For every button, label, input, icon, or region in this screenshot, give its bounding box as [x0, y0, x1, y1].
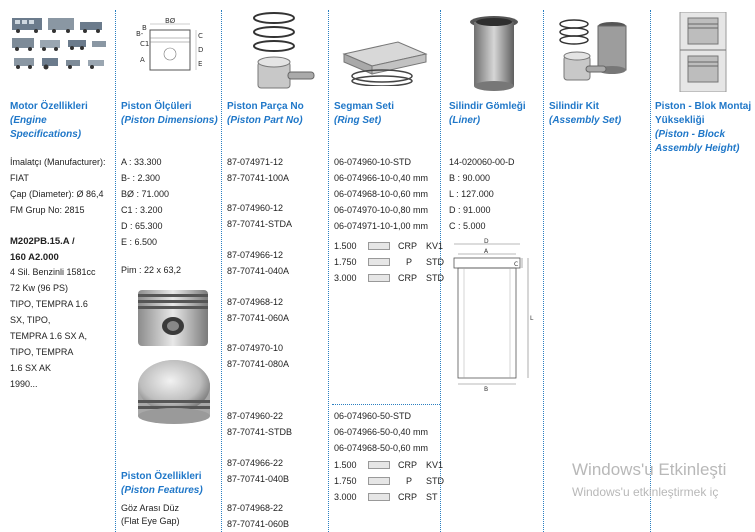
rings-header: [334, 100, 439, 128]
features-header: [121, 470, 221, 498]
dimensions-header: [121, 100, 221, 128]
engine-detail-line: 1990...: [10, 379, 38, 389]
ring-set-number: 06-074968-50-0,60 mm: [334, 443, 429, 453]
part-group: [227, 247, 289, 279]
ring-code: KV1: [426, 460, 444, 470]
dim-label-bo: BØ: [165, 17, 176, 25]
liner-header: [449, 100, 544, 128]
ring-code: STD: [426, 273, 444, 283]
activation-watermark-subtitle: Windows'u etkinleştirmek iç: [572, 485, 719, 499]
part-number: 87-074968-22: [227, 503, 284, 513]
ring-spec-row: [334, 489, 444, 505]
part-number: 87-70741-STDB: [227, 427, 293, 437]
ring-width: 1.500: [334, 241, 357, 251]
part-group: [227, 154, 289, 186]
liner-label-l: L: [530, 315, 534, 322]
liner-label-d: D: [484, 238, 489, 245]
ring-type: CRP: [398, 273, 418, 283]
ring-profile-icon: [368, 461, 390, 469]
column-divider: [543, 10, 544, 532]
ring-spec-row: [334, 473, 444, 489]
ring-width: 3.000: [334, 492, 357, 502]
engine-title-tr: Motor Özellikleri: [10, 101, 88, 112]
ring-set-number: 06-074971-10-1,00 mm: [334, 221, 429, 231]
engine-details: [10, 264, 96, 392]
ring-type: P: [406, 257, 413, 267]
parts-title-en: (Piston Part No): [227, 115, 303, 126]
ring-set-divider: [332, 404, 440, 405]
activation-watermark-title: Windows'u Etkinleşti: [572, 460, 727, 479]
column-divider: [221, 10, 222, 532]
engine-detail-line: SX, TIPO,: [10, 315, 51, 325]
dimension-line: B- : 2.300: [121, 173, 161, 183]
liner-line: B : 90.000: [449, 173, 491, 183]
part-number: 87-074966-12: [227, 250, 284, 260]
ring-set-list-2: [334, 408, 428, 456]
ring-spec-row: [334, 238, 444, 254]
piston-side-photo: [134, 286, 212, 350]
piston-rings-icon: [248, 10, 318, 94]
kit-title-tr: Silindir Kit: [549, 101, 599, 112]
ring-code: KV1: [426, 241, 444, 251]
block-title-en-1: (Piston - Block: [655, 129, 726, 140]
ring-spec-row: [334, 457, 444, 473]
vehicle-types-icon: [10, 14, 110, 72]
feature-line: (Flat Eye Gap): [121, 516, 180, 526]
part-number: 87-074960-22: [227, 411, 284, 421]
liner-line: D : 91.000: [449, 205, 491, 215]
ring-code: STD: [426, 257, 444, 267]
dimensions-title-tr: Piston Ölçüleri: [121, 101, 192, 112]
engine-detail-line: TIPO, TEMPRA: [10, 347, 74, 357]
ring-type: CRP: [398, 241, 418, 251]
ring-width: 3.000: [334, 273, 357, 283]
liner-dimension-drawing: [444, 236, 540, 392]
engine-detail-line: 72 Kw (96 PS): [10, 283, 69, 293]
liner-specs: [449, 154, 515, 234]
dimension-line: E : 6.500: [121, 237, 158, 247]
part-number: 87-70741-100A: [227, 173, 290, 183]
rings-title-en: (Ring Set): [334, 115, 382, 126]
features-title-en: (Piston Features): [121, 485, 203, 496]
ring-profile-icon: [368, 477, 390, 485]
engine-model-line: M202PB.15.A /: [10, 236, 75, 247]
column-divider: [328, 10, 329, 532]
parts-header: [227, 100, 327, 128]
ring-set-number: 06-074966-10-0,40 mm: [334, 173, 429, 183]
cylinder-liner-icon: [466, 14, 522, 94]
part-group: [227, 200, 292, 232]
part-number: 87-70741-STDA: [227, 219, 293, 229]
rings-title-tr: Segman Seti: [334, 101, 395, 112]
block-title-tr-2: Yüksekliği: [655, 115, 705, 126]
engine-line: Çap (Diameter): Ø 86,4: [10, 189, 104, 199]
column-divider: [650, 10, 651, 532]
ring-spec-row: [334, 254, 444, 270]
engine-title-en: (Engine Specifications): [10, 115, 82, 140]
dim-label-ci: C1: [140, 40, 150, 48]
ring-type: CRP: [398, 492, 418, 502]
dimensions-list: [121, 154, 169, 250]
features-title-tr: Piston Özellikleri: [121, 471, 202, 482]
dim-label-a: A: [140, 56, 145, 64]
ring-set-package-icon: [338, 36, 430, 86]
ring-profile-icon: [368, 258, 390, 266]
engine-detail-line: 4 Sil. Benzinli 1581cc: [10, 267, 96, 277]
engine-header: [10, 100, 118, 142]
dimension-line: D : 65.300: [121, 221, 163, 231]
ring-spec-table-1: [334, 238, 444, 286]
liner-label-c: C: [514, 261, 519, 268]
ring-set-list-1: [334, 154, 428, 234]
part-number: 87-074960-12: [227, 203, 284, 213]
ring-spec-table-2: [334, 457, 444, 505]
part-group: [227, 340, 289, 372]
parts-title-tr: Piston Parça No: [227, 101, 304, 112]
part-number: 87-074968-12: [227, 297, 284, 307]
block-header: [655, 100, 755, 156]
liner-line: 14-020060-00-D: [449, 157, 515, 167]
pin-size: Pim : 22 x 63,2: [121, 265, 182, 275]
column-divider: [115, 10, 116, 532]
ring-width: 1.750: [334, 257, 357, 267]
part-group: [227, 455, 289, 487]
dim-label-d: D: [198, 46, 204, 54]
ring-set-number: 06-074968-10-0,60 mm: [334, 189, 429, 199]
part-group: [227, 408, 292, 440]
part-number: 87-70741-040B: [227, 474, 290, 484]
ring-type: P: [406, 476, 413, 486]
liner-title-tr: Silindir Gömleği: [449, 101, 526, 112]
part-group: [227, 294, 289, 326]
engine-line: FM Grup No: 2815: [10, 205, 85, 215]
dim-label-c: C: [198, 32, 203, 40]
ring-width: 1.500: [334, 460, 357, 470]
piston-dimension-drawing: [132, 16, 212, 76]
kit-header: [549, 100, 649, 128]
part-number: 87-074971-12: [227, 157, 284, 167]
engine-info: [10, 154, 106, 218]
part-number: 87-70741-060B: [227, 519, 290, 529]
dim-label-b: B: [142, 24, 147, 32]
ring-type: CRP: [398, 460, 418, 470]
ring-profile-icon: [368, 242, 390, 250]
block-title-en-2: Assembly Height): [655, 143, 740, 154]
ring-profile-icon: [368, 274, 390, 282]
engine-model-line: 160 A2.000: [10, 252, 59, 263]
ring-set-number: 06-074966-50-0,40 mm: [334, 427, 429, 437]
features-list: [121, 502, 180, 528]
ring-set-number: 06-074960-50-STD: [334, 411, 412, 421]
engine-detail-line: TIPO, TEMPRA 1.6: [10, 299, 88, 309]
block-title-tr-1: Piston - Blok Montaj: [655, 101, 752, 112]
block-assembly-icon: [678, 12, 728, 92]
part-group: [227, 500, 289, 532]
liner-line: C : 5.000: [449, 221, 486, 231]
dimensions-title-en: (Piston Dimensions): [121, 115, 218, 126]
engine-detail-line: TEMPRA 1.6 SX A,: [10, 331, 88, 341]
ring-set-number: 06-074960-10-STD: [334, 157, 412, 167]
engine-line: İmalatçı (Manufacturer):: [10, 157, 106, 167]
liner-label-b: B: [484, 386, 489, 392]
liner-line: L : 127.000: [449, 189, 494, 199]
ring-spec-row: [334, 270, 444, 286]
engine-detail-line: 1.6 SX AK: [10, 363, 52, 373]
part-number: 87-70741-040A: [227, 266, 290, 276]
ring-profile-icon: [368, 493, 390, 501]
engine-model: [10, 234, 75, 266]
feature-line: Göz Arası Düz: [121, 503, 180, 513]
ring-set-number: 06-074970-10-0,80 mm: [334, 205, 429, 215]
dim-label-e: E: [198, 60, 203, 68]
dimension-line: BØ : 71.000: [121, 189, 170, 199]
part-number: 87-70741-080A: [227, 359, 290, 369]
part-number: 87-074966-22: [227, 458, 284, 468]
part-number: 87-074970-10: [227, 343, 284, 353]
ring-code: STD: [426, 476, 444, 486]
ring-code: ST: [426, 492, 438, 502]
ring-width: 1.750: [334, 476, 357, 486]
engine-line: FIAT: [10, 173, 29, 183]
part-number: 87-70741-060A: [227, 313, 290, 323]
liner-title-en: (Liner): [449, 115, 481, 126]
dim-label-b-minus: B-: [136, 30, 144, 38]
dimension-line: C1 : 3.200: [121, 205, 163, 215]
piston-top-photo: [134, 356, 214, 426]
cylinder-kit-icon: [556, 16, 636, 90]
dimension-line: A : 33.300: [121, 157, 162, 167]
liner-label-a: A: [484, 248, 489, 255]
kit-title-en: (Assembly Set): [549, 115, 622, 126]
